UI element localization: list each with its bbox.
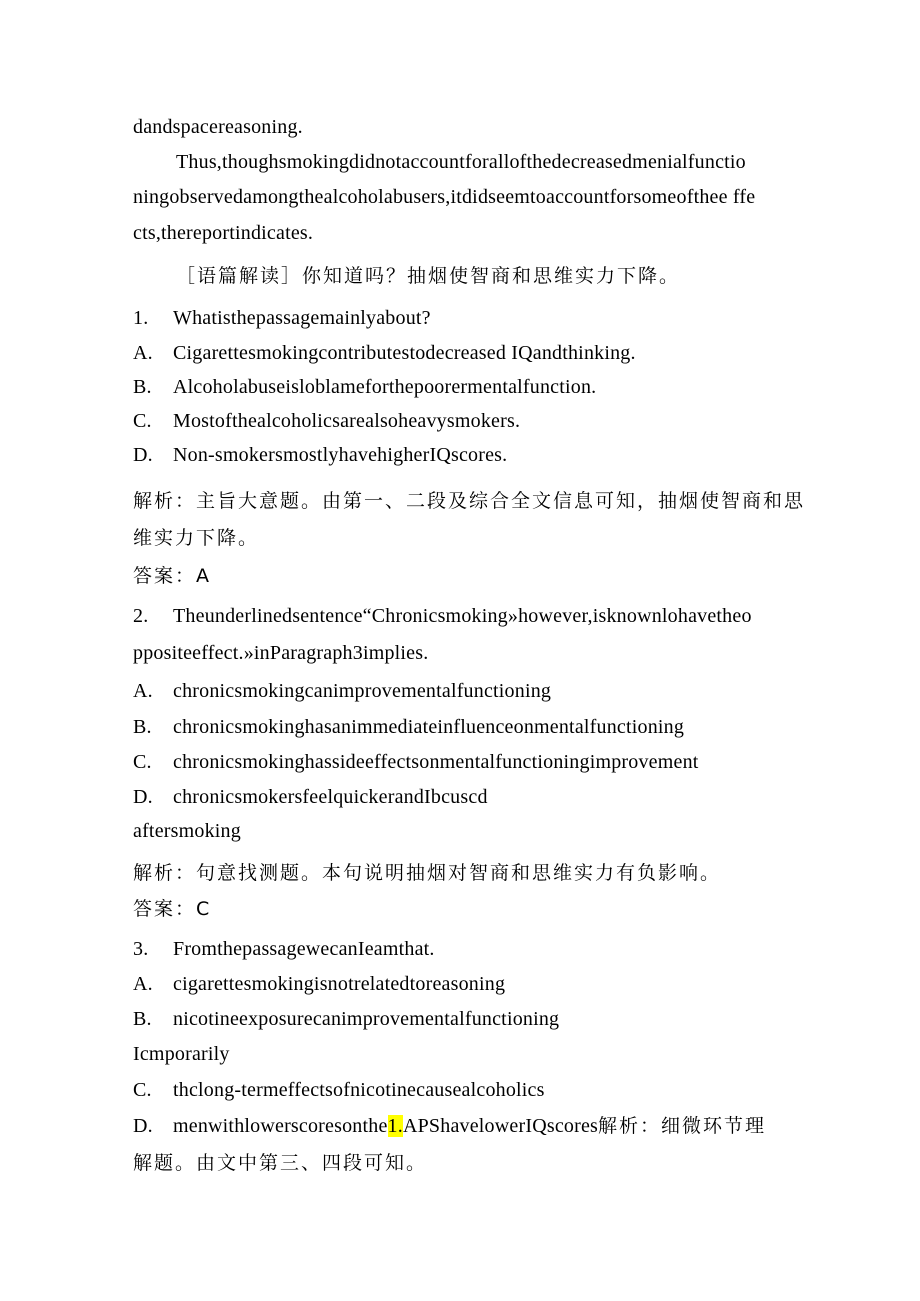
question-text: FromthepassagewecanIeamthat. xyxy=(173,938,435,960)
q1-option-d xyxy=(133,443,507,467)
q3-option-b-cont: Icmporarily xyxy=(133,1043,230,1065)
q1-answer: 答案：A xyxy=(133,565,211,587)
q2-analysis: 解析：句意找测题。本句说明抽烟对智商和思维实力有负影响。 xyxy=(133,862,722,884)
question-text: Whatisthepassagemainlyabout? xyxy=(173,307,431,329)
question-1-stem xyxy=(133,306,431,330)
paragraph-end-line: dandspacereasoning. xyxy=(133,116,303,138)
question-2-stem-cont: ppositeeffect.»inParagraph3implies. xyxy=(133,642,429,664)
option-letter: C. xyxy=(133,751,152,773)
question-3-stem xyxy=(133,937,435,961)
option-letter: B. xyxy=(133,716,152,738)
option-letter: D. xyxy=(133,444,153,466)
question-number: 1. xyxy=(133,307,149,329)
q2-option-a xyxy=(133,679,551,703)
q2-option-b xyxy=(133,715,684,739)
q3-analysis-line: 解题。由文中第三、四段可知。 xyxy=(133,1152,428,1174)
question-2-stem xyxy=(133,604,752,628)
q1-option-a xyxy=(133,341,636,365)
option-text: chronicsmokingcanimprovementalfunctioning xyxy=(173,680,552,702)
option-text: thclong-termeffectsofnicotinecausealcoholics xyxy=(173,1079,545,1101)
option-text: Non-smokersmostlyhavehigherIQscores. xyxy=(173,444,508,466)
question-number: 2. xyxy=(133,605,149,627)
option-letter: C. xyxy=(133,410,152,432)
q2-option-d xyxy=(133,785,488,809)
option-text: Mostofthealcoholicsarealsoheavysmokers. xyxy=(173,410,521,432)
option-letter: B. xyxy=(133,1008,152,1030)
q3-analysis-start: 解析：细微环节理 xyxy=(598,1115,767,1137)
option-letter: D. xyxy=(133,1115,153,1137)
q2-option-d-cont: aftersmoking xyxy=(133,820,241,842)
q1-option-b xyxy=(133,375,596,399)
paragraph-line: Thus,thoughsmokingdidnotaccountforallofthedecreasedmenialfunctio xyxy=(176,151,746,173)
q1-analysis-line: 维实力下降。 xyxy=(133,527,260,549)
q3-option-b xyxy=(133,1007,559,1031)
q3-option-a xyxy=(133,972,505,996)
q1-analysis-line: 解析：主旨大意题。由第一、二段及综合全文信息可知，抽烟使智商和思 xyxy=(133,490,806,512)
option-text: menwithlowerscoresonthe xyxy=(173,1115,388,1137)
q3-option-c xyxy=(133,1078,545,1102)
option-text: APShavelowerIQscores xyxy=(402,1115,599,1137)
option-text: nicotineexposurecanimprovementalfunctioning xyxy=(173,1008,560,1030)
paragraph-line: ningobservedamongthealcoholabusers,itdidseemtoaccountforsomeofthee ffe xyxy=(133,186,756,208)
option-text: chronicsmokinghassideeffectsonmentalfunctioningimprovement xyxy=(173,751,699,773)
option-letter: C. xyxy=(133,1079,152,1101)
option-letter: A. xyxy=(133,680,153,702)
option-letter: B. xyxy=(133,376,152,398)
highlighted-text: 1. xyxy=(387,1115,403,1137)
option-text: cigarettesmokingisnotrelatedtoreasoning xyxy=(173,973,506,995)
q3-option-d xyxy=(133,1114,766,1138)
option-letter: D. xyxy=(133,786,153,808)
q1-option-c xyxy=(133,409,520,433)
option-text: Alcoholabuseisloblameforthepoorermentalfunction. xyxy=(173,376,597,398)
option-letter: A. xyxy=(133,973,153,995)
q2-answer: 答案：C xyxy=(133,898,212,920)
question-text: Theunderlinedsentence“Chronicsmoking»however,isknownlohavetheo xyxy=(173,605,752,627)
option-text: chronicsmokersfeelquickerandIbcuscd xyxy=(173,786,488,808)
question-number: 3. xyxy=(133,938,149,960)
option-letter: A. xyxy=(133,342,153,364)
option-text: Cigarettesmokingcontributestodecreased IQandthinking. xyxy=(173,342,636,364)
option-text: chronicsmokinghasanimmediateinfluenceonmentalfunctioning xyxy=(173,716,685,738)
paragraph-line: cts,thereportindicates. xyxy=(133,222,314,244)
q2-option-c xyxy=(133,750,699,774)
passage-summary: ［语篇解读］你知道吗？抽烟使智商和思维实力下降。 xyxy=(176,265,681,287)
